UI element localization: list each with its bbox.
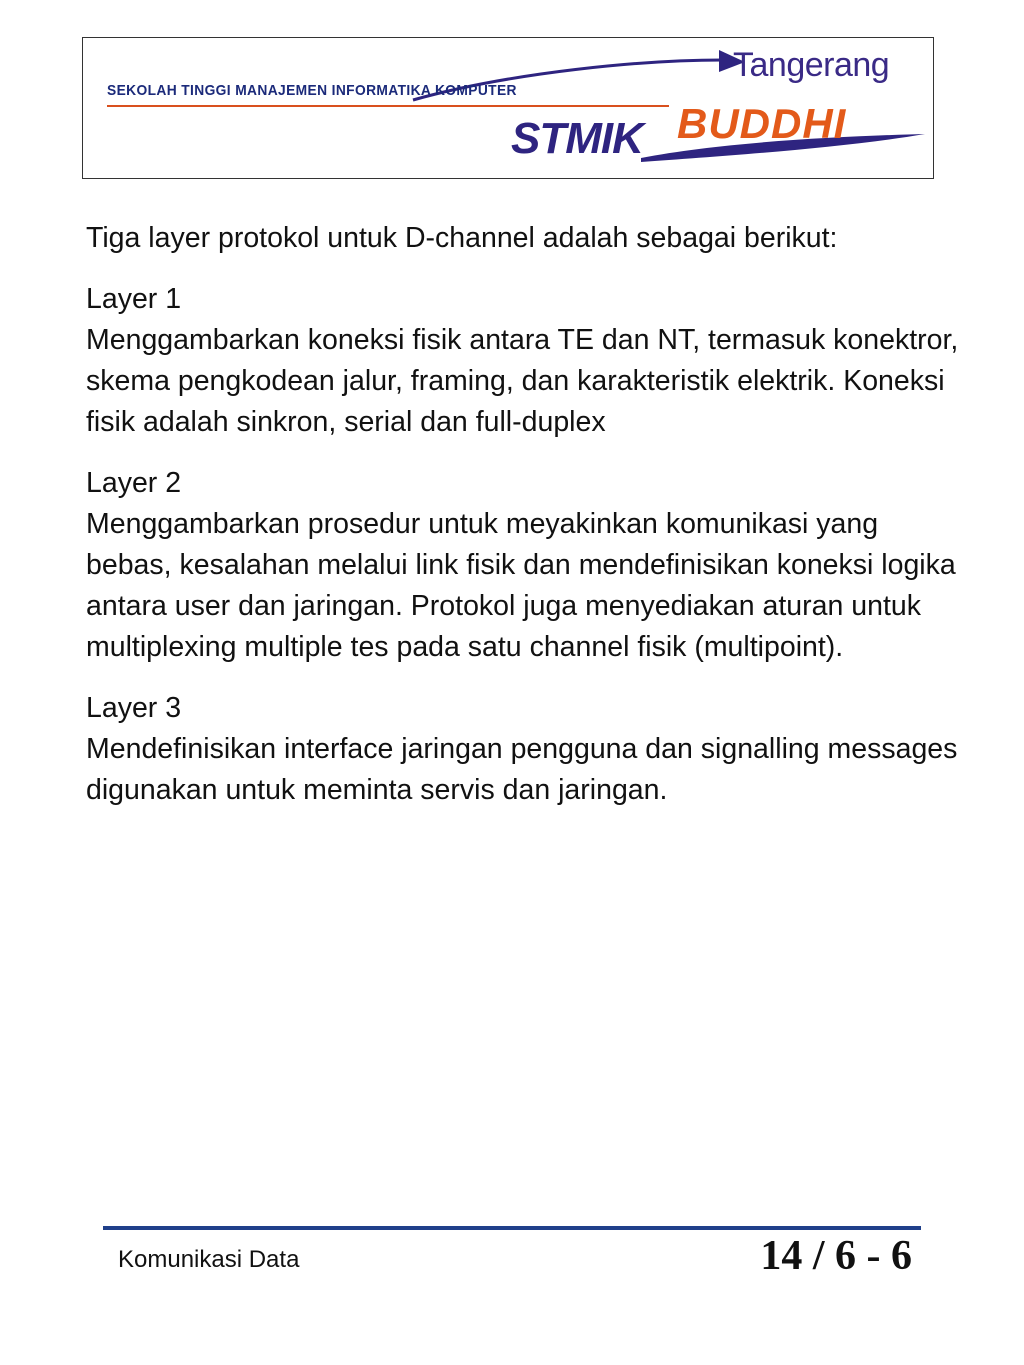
footer-course: Komunikasi Data xyxy=(118,1246,300,1273)
slide-content xyxy=(86,218,966,831)
intro-paragraph: Tiga layer protokol untuk D-channel adalah sebagai berikut: xyxy=(86,222,838,254)
layer-description: Menggambarkan prosedur untuk meyakinkan komunikasi yang bebas, kesalahan melalui link fisik dan mendefinisikan koneksi logika antara user dan jaringan. Protokol juga menyediakan aturan untuk multiplexing multiple tes pada satu channel fisik (multipoint). xyxy=(86,508,956,663)
logo-acronym: STMIK xyxy=(511,114,643,163)
logo-city: Tangerang xyxy=(733,46,890,84)
header-box xyxy=(82,37,934,179)
institution-name: SEKOLAH TINGGI MANAJEMEN INFORMATIKA KOMPUTER xyxy=(107,82,517,99)
layer-2-section xyxy=(86,463,966,668)
page-number: 14 / 6 - 6 xyxy=(760,1233,912,1279)
layer-description: Mendefinisikan interface jaringan pengguna dan signalling messages digunakan untuk meminta servis dan jaringan. xyxy=(86,733,958,806)
logo-name: BUDDHI xyxy=(677,100,847,147)
layer-title: Layer 2 xyxy=(86,467,182,499)
institution-underline xyxy=(107,105,669,107)
layer-title: Layer 1 xyxy=(86,283,182,315)
layer-title: Layer 3 xyxy=(86,692,182,724)
footer-divider xyxy=(103,1226,921,1230)
layer-3-section xyxy=(86,688,966,811)
layer-1-section xyxy=(86,279,966,443)
layer-description: Menggambarkan koneksi fisik antara TE dan NT, termasuk konektror, skema pengkodean jalur, framing, dan karakteristik elektrik. Koneksi fisik adalah sinkron, serial dan full-duplex xyxy=(86,324,959,438)
